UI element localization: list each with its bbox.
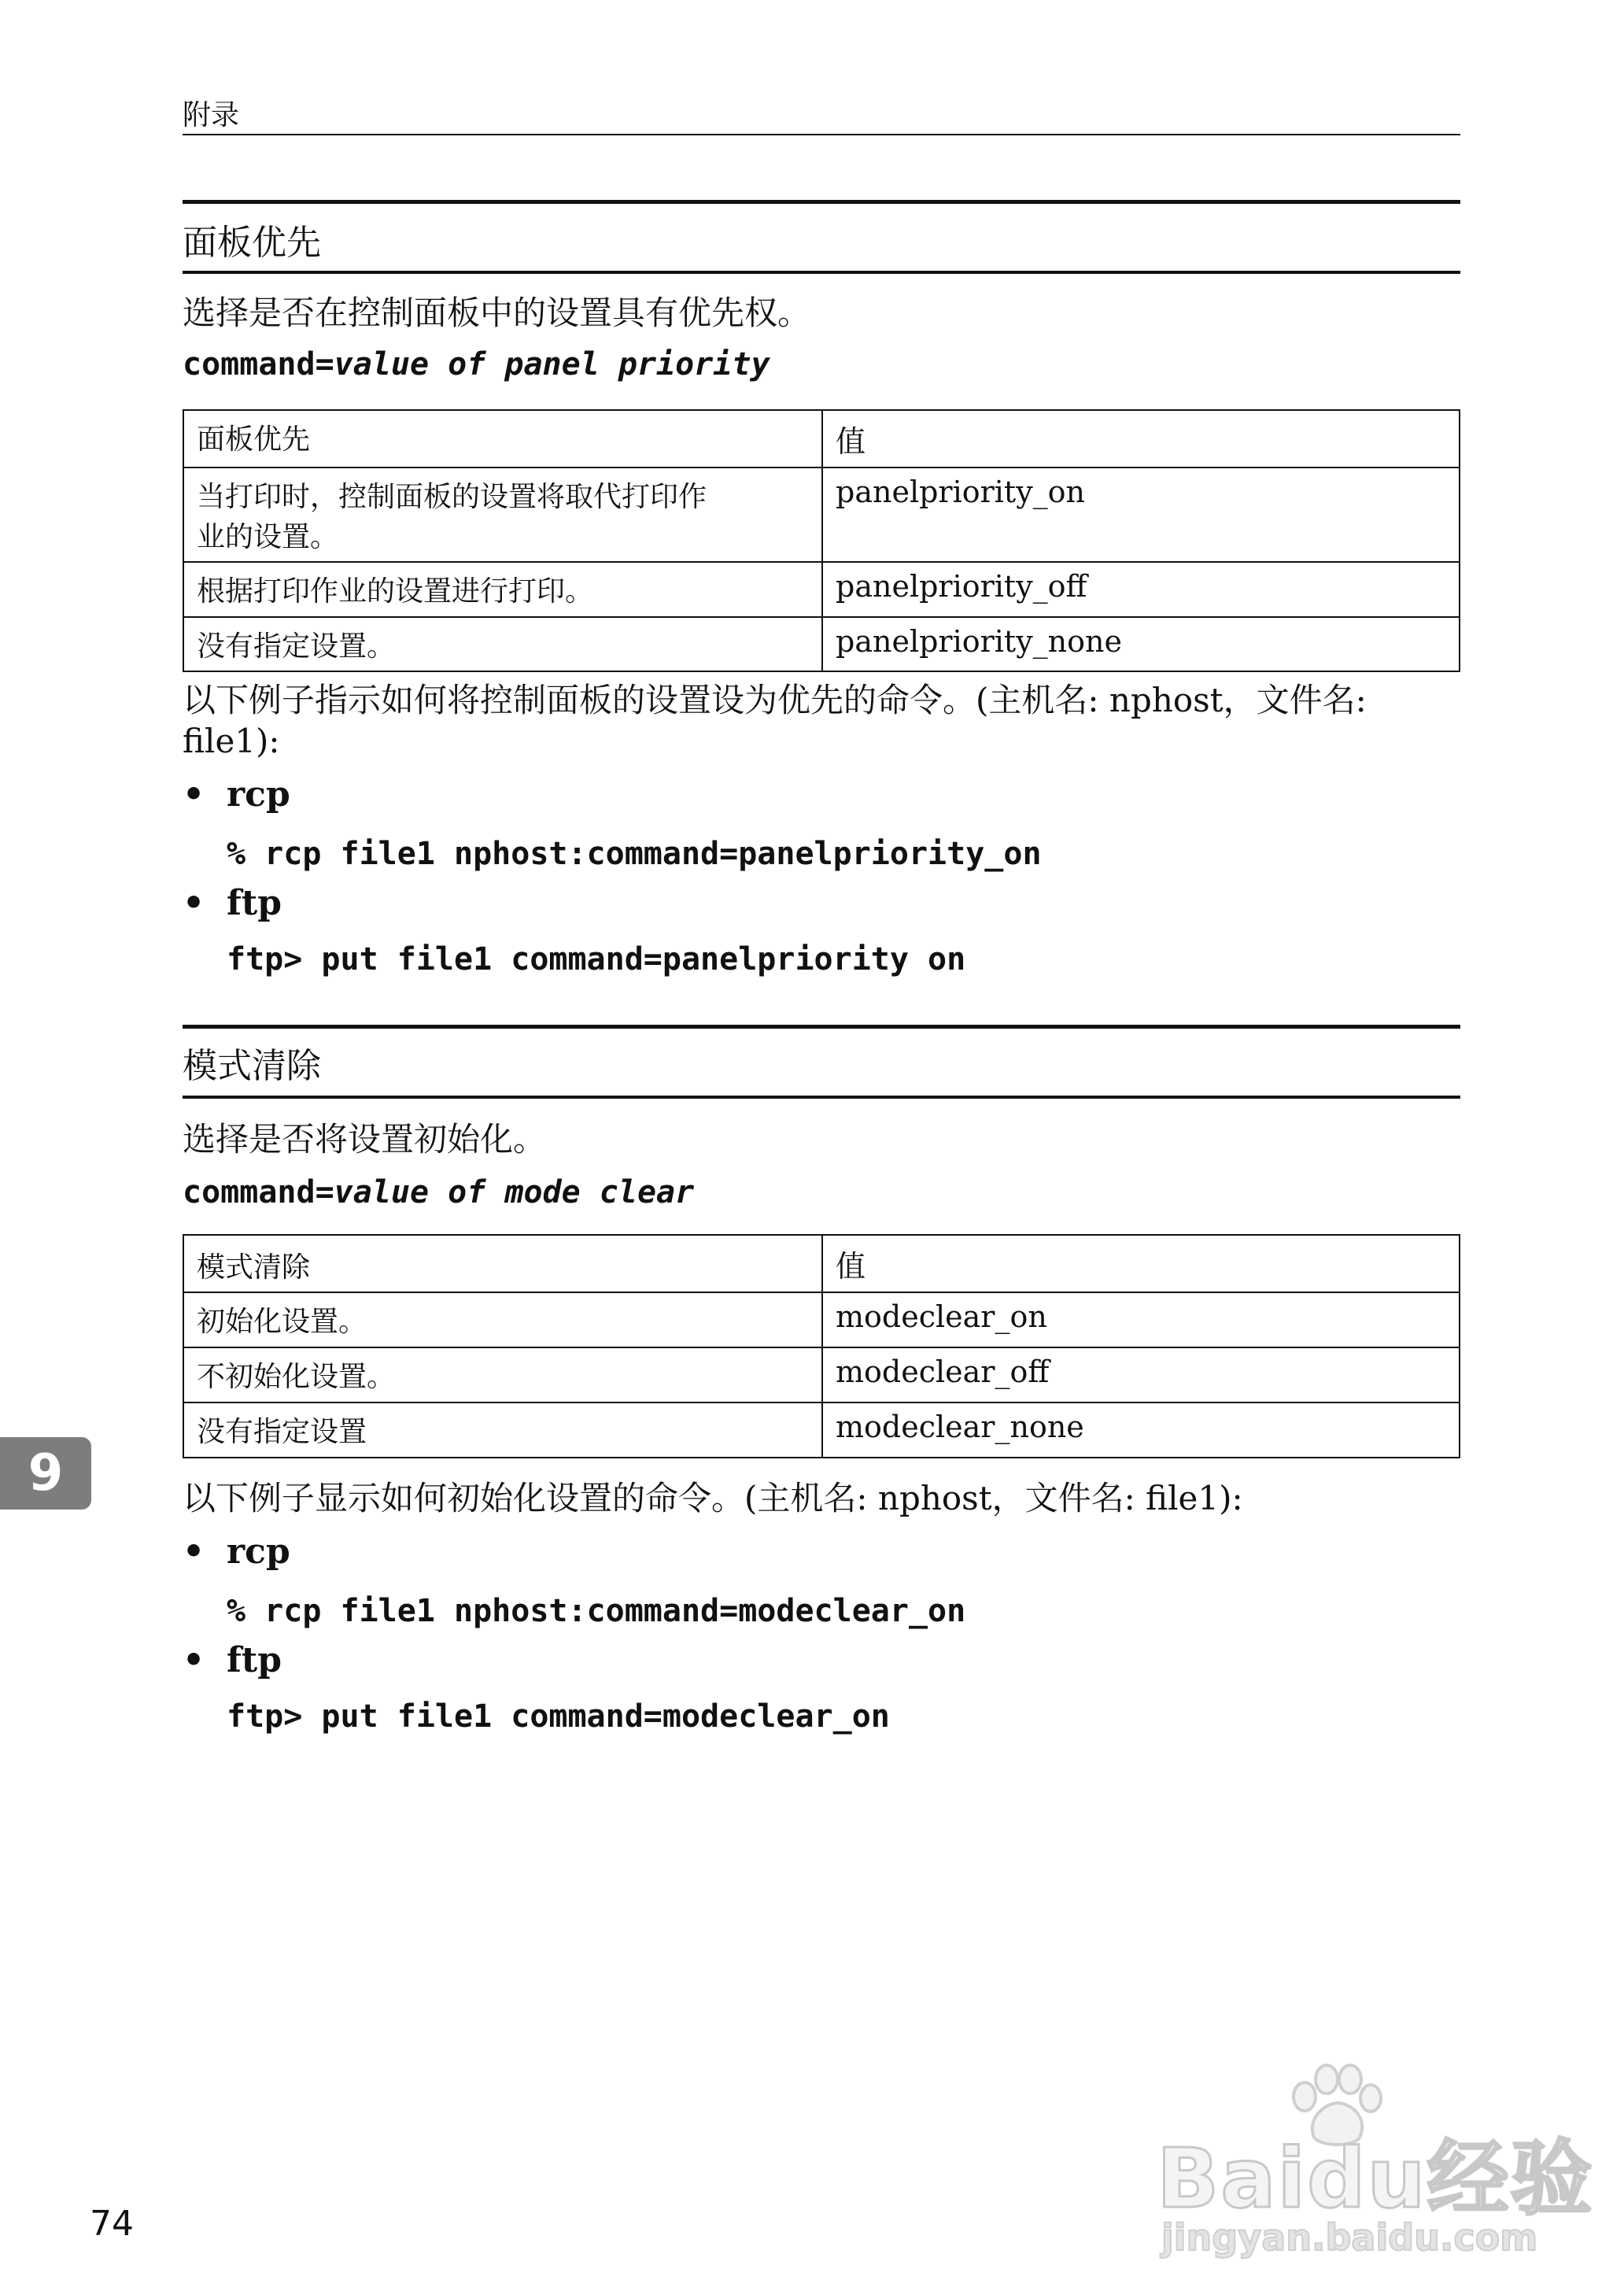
section1-title: 面板优先	[183, 223, 321, 263]
section1-bottom-rule	[183, 271, 1460, 274]
bullet-dot: •	[183, 1640, 205, 1680]
table-header-cell: 面板优先	[183, 410, 822, 468]
table-header-row	[183, 410, 1460, 468]
table-cell: modeclear_on	[822, 1292, 1460, 1347]
chapter-tab: 9	[0, 1437, 91, 1510]
table-cell: panelpriority_none	[822, 617, 1460, 671]
example-label: ftp	[227, 1640, 282, 1680]
table-header-cell: 模式清除	[183, 1235, 822, 1292]
section1-table	[183, 409, 1460, 672]
running-header: 附录	[183, 99, 240, 131]
table-cell: modeclear_off	[822, 1347, 1460, 1402]
table-cell: modeclear_none	[822, 1402, 1460, 1458]
bullet-dot: •	[183, 1532, 205, 1572]
code-line: ftp> put file1 command=panelpriority on	[227, 941, 966, 978]
section2-title: 模式清除	[183, 1046, 321, 1086]
section2-command-syntax	[183, 1174, 694, 1210]
command-param: value of panel priority	[334, 346, 770, 382]
watermark-url: jingyan.baidu.com	[1161, 2216, 1538, 2259]
bullet-dot: •	[183, 883, 205, 923]
code-line: ftp> put file1 command=modeclear_on	[227, 1698, 890, 1735]
table-cell: 没有指定设置	[183, 1402, 822, 1458]
example-label: ftp	[227, 883, 282, 923]
table-row	[183, 1347, 1460, 1402]
section2-table	[183, 1234, 1460, 1458]
command-param: value of mode clear	[334, 1174, 695, 1210]
section2-top-rule	[183, 1025, 1460, 1029]
code-line: % rcp file1 nphost:command=modeclear_on	[227, 1593, 966, 1629]
header-rule	[183, 134, 1460, 135]
section2-intro: 选择是否将设置初始化。	[183, 1120, 547, 1159]
table-row	[183, 1402, 1460, 1458]
command-prefix: command=	[183, 1174, 334, 1210]
code-line: % rcp file1 nphost:command=panelpriority_on	[227, 836, 1042, 872]
section1-example-rcp	[183, 774, 290, 815]
section2-bottom-rule	[183, 1096, 1460, 1099]
table-cell: 初始化设置。	[183, 1292, 822, 1347]
table-cell: 不初始化设置。	[183, 1347, 822, 1402]
table-header-row	[183, 1235, 1460, 1292]
table-row	[183, 1292, 1460, 1347]
section1-command-syntax	[183, 346, 770, 382]
example-label: rcp	[227, 1532, 290, 1572]
bullet-dot: •	[183, 774, 205, 815]
table-row	[183, 468, 1460, 562]
section2-example-text: 以下例子显示如何初始化设置的命令。(主机名: nphost，文件名: file1):	[183, 1479, 1243, 1517]
watermark-brand: Baidu经验	[1157, 2131, 1594, 2227]
section1-top-rule	[183, 200, 1460, 204]
table-cell: 当打印时，控制面板的设置将取代打印作业的设置。	[183, 468, 822, 562]
table-header-cell: 值	[822, 410, 1460, 468]
table-row	[183, 562, 1460, 617]
table-cell: panelpriority_off	[822, 562, 1460, 617]
table-row	[183, 617, 1460, 671]
section1-example-ftp	[183, 883, 282, 923]
table-cell: 根据打印作业的设置进行打印。	[183, 562, 822, 617]
section1-intro: 选择是否在控制面板中的设置具有优先权。	[183, 294, 811, 332]
section2-example-rcp	[183, 1532, 290, 1572]
command-prefix: command=	[183, 346, 334, 382]
page-number: 74	[90, 2204, 134, 2244]
example-label: rcp	[227, 774, 290, 815]
table-cell: panelpriority_on	[822, 468, 1460, 562]
section2-example-ftp	[183, 1640, 282, 1680]
baidu-watermark	[1157, 2062, 1594, 2259]
table-cell: 没有指定设置。	[183, 617, 822, 671]
table-header-cell: 值	[822, 1235, 1460, 1292]
section1-example-text: 以下例子指示如何将控制面板的设置设为优先的命令。(主机名: nphost，文件名: file1):	[183, 681, 1367, 760]
